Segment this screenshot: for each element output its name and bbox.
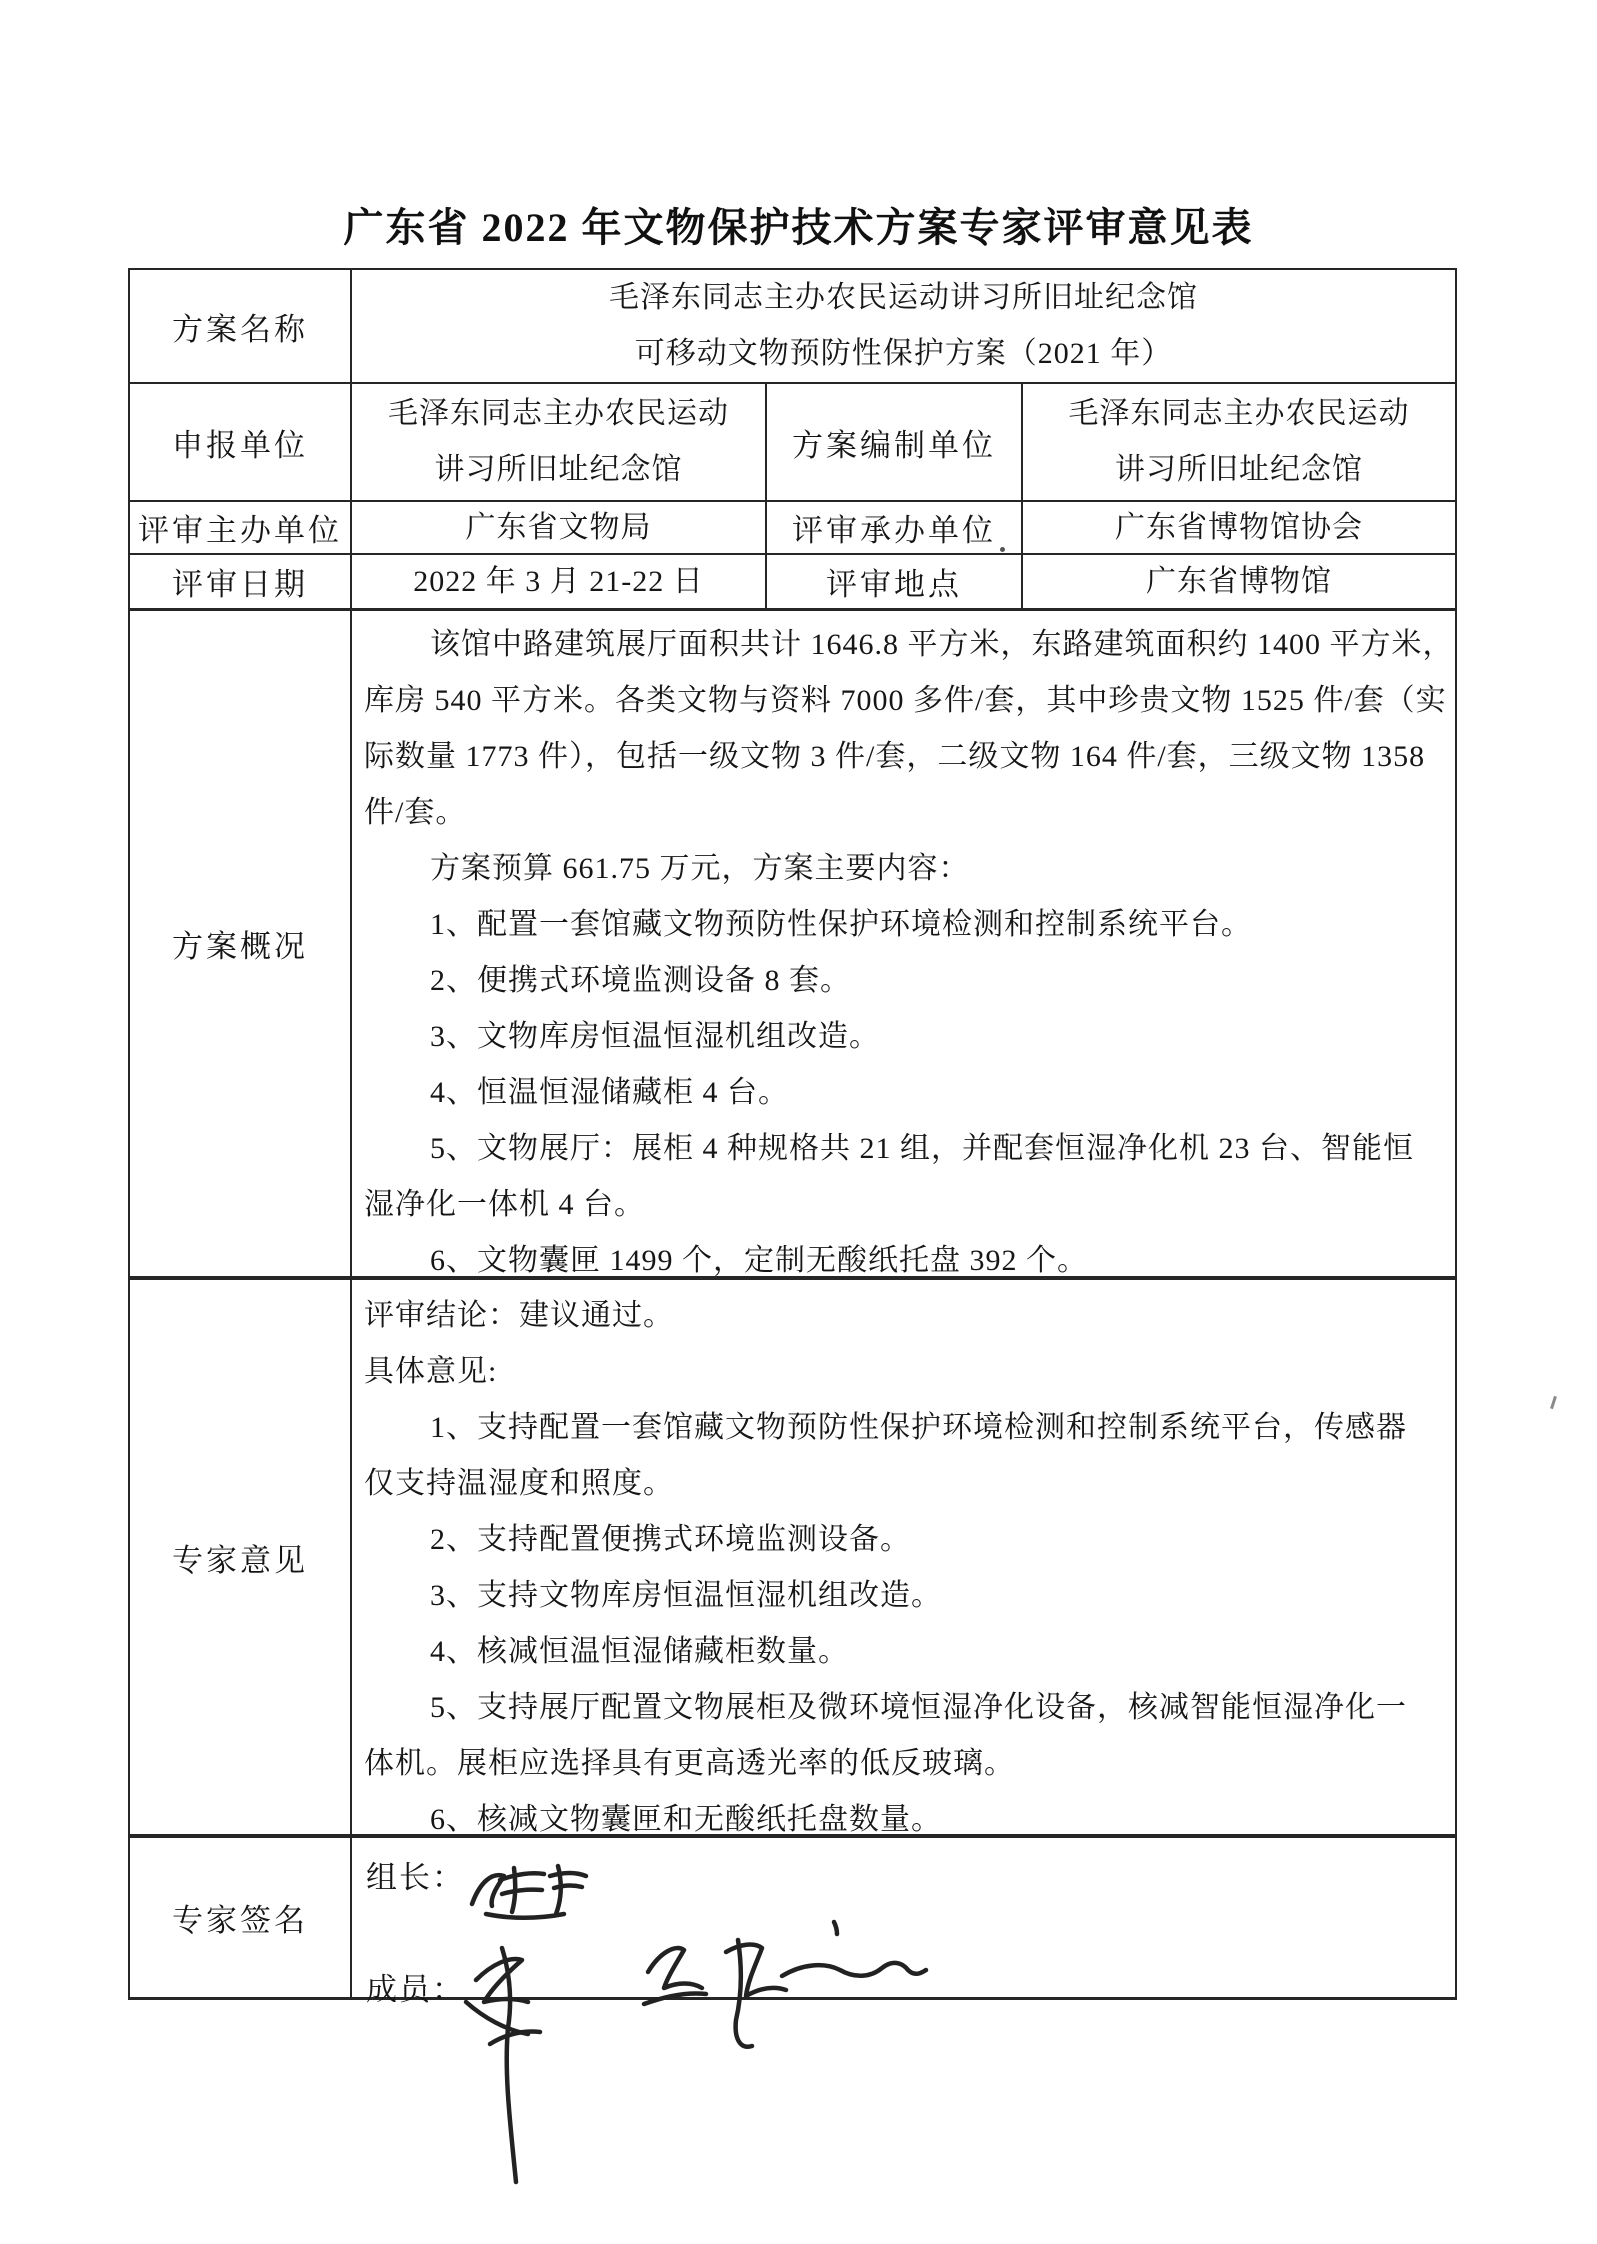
overview-line: 湿净化一体机 4 台。 [364,1188,645,1221]
expert-opinion-line: 体机。展柜应选择具有更高透光率的低反玻璃。 [364,1747,1015,1780]
expert-opinion-content [350,1280,1455,1834]
expert-opinion-line: 4、核减恒温恒湿储藏柜数量。 [430,1635,849,1668]
overview-line: 1、配置一套馆藏文物预防性保护环境检测和控制系统平台。 [430,908,1252,941]
overview-line: 库房 540 平方米。各类文物与资料 7000 多件/套，其中珍贵文物 1525 件/套（实 [364,684,1447,717]
overview-line: 际数量 1773 件），包括一级文物 3 件/套，二级文物 164 件/套，三级文物 1358 [364,740,1426,773]
compiler-line2: 讲习所旧址纪念馆 [1115,453,1363,486]
table-row-overview [130,608,1455,1276]
overview-line: 4、恒温恒湿储藏柜 4 台。 [430,1076,789,1109]
review-place-value [1021,555,1455,608]
review-host-value-text: 广东省文物局 [465,510,652,544]
table-row-expert-opinion [130,1276,1455,1834]
expert-opinion-line: 2、支持配置便携式环境监测设备。 [430,1523,911,1556]
review-place-value-text: 广东省博物馆 [1146,564,1332,598]
table-row-signature [130,1834,1455,2007]
expert-opinion-line: 6、核减文物囊匣和无酸纸托盘数量。 [430,1803,942,1836]
plan-name-line2: 可移动文物预防性保护方案（2021 年） [634,337,1173,370]
review-undertaker-value [1021,502,1455,553]
review-undertaker-value-text: 广东省博物馆协会 [1115,510,1363,544]
scan-speck [1550,1396,1557,1409]
leader-label: 组长： [366,1860,465,1895]
review-table [128,268,1457,2007]
expert-opinion-line: 具体意见: [364,1355,498,1388]
review-host-value [350,502,765,553]
table-row-review-date [130,553,1455,608]
table-row-review-host [130,500,1455,553]
review-place-label: 评审地点 [765,555,1021,608]
review-undertaker-label: 评审承办单位 [765,502,1021,553]
applicant-line1: 毛泽东同志主办农民运动 [388,397,729,430]
plan-name-line1: 毛泽东同志主办农民运动讲习所旧址纪念馆 [609,281,1198,314]
signature-content [350,1838,1455,2007]
table-row-applicant [130,382,1455,500]
compiler-line1: 毛泽东同志主办农民运动 [1068,397,1410,430]
expert-opinion-line: 仅支持温湿度和照度。 [364,1467,674,1500]
applicant-label: 申报单位 [172,427,308,463]
overview-line: 6、文物囊匣 1499 个，定制无酸纸托盘 392 个。 [430,1244,1088,1277]
overview-content [350,611,1455,1276]
signature-label: 专家签名 [172,1903,308,1938]
expert-opinion-label: 专家意见 [172,1542,308,1578]
members-label: 成员： [366,1972,465,2007]
plan-name-label: 方案名称 [172,311,308,347]
expert-opinion-line: 1、支持配置一套馆藏文物预防性保护环境检测和控制系统平台，传感器 [430,1411,1407,1444]
review-host-label: 评审主办单位 [138,513,342,548]
overview-label: 方案概况 [172,929,308,964]
overview-line: 方案预算 661.75 万元，方案主要内容： [430,852,970,885]
review-date-value [350,555,765,608]
table-row-plan-name [130,270,1455,382]
applicant-value [350,384,765,500]
applicant-line2: 讲习所旧址纪念馆 [434,453,683,486]
overview-line: 5、文物展厅：展柜 4 种规格共 21 组，并配套恒湿净化机 23 台、智能恒 [430,1132,1414,1165]
compiler-value [1021,384,1455,500]
compiler-label: 方案编制单位 [765,384,1021,500]
overview-line: 该馆中路建筑展厅面积共计 1646.8 平方米，东路建筑面积约 1400 平方米， [430,628,1454,661]
overview-line: 3、文物库房恒温恒湿机组改造。 [430,1020,880,1053]
expert-opinion-line: 评审结论：建议通过。 [364,1299,674,1332]
overview-line: 件/套。 [364,796,467,829]
review-date-label: 评审日期 [172,567,308,602]
overview-line: 2、便携式环境监测设备 8 套。 [430,964,851,997]
plan-name-value [350,270,1455,382]
page-title: 广东省 2022 年文物保护技术方案专家评审意见表 [343,205,1254,250]
scan-speck [1000,547,1005,552]
review-date-value-text: 2022 年 3 月 21-22 日 [413,564,704,598]
expert-opinion-line: 3、支持文物库房恒温恒湿机组改造。 [430,1579,942,1612]
expert-opinion-line: 5、支持展厅配置文物展柜及微环境恒湿净化设备，核减智能恒湿净化一 [430,1691,1407,1724]
